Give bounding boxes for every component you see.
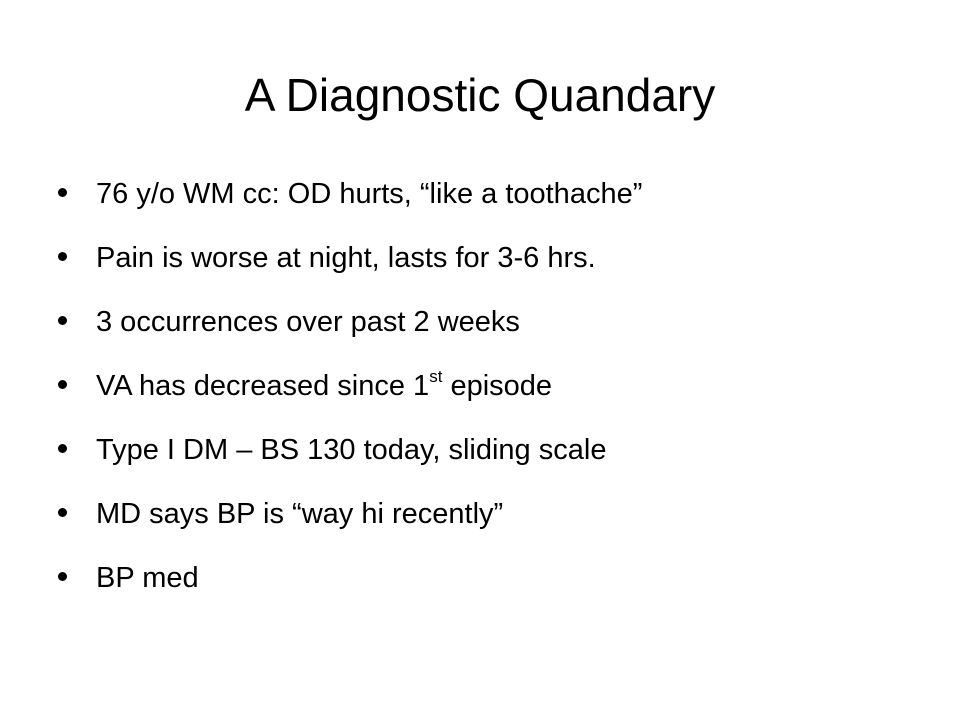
bullet-text: MD says BP is “way hi recently”	[96, 498, 504, 530]
bullet-item	[58, 488, 918, 552]
bullet-text: Pain is worse at night, lasts for 3-6 hrs.	[96, 242, 596, 274]
bullet-text-end: episode	[442, 370, 553, 402]
bullet-dot-icon	[58, 316, 67, 325]
bullet-text: 3 occurrences over past 2 weeks	[96, 306, 520, 338]
bullet-dot-icon	[58, 508, 67, 517]
bullet-dot-icon	[58, 572, 67, 581]
bullet-item	[58, 296, 918, 360]
bullet-dot-icon	[58, 188, 67, 197]
bullet-item	[58, 360, 918, 424]
bullet-item	[58, 168, 918, 232]
bullet-text: Type I DM – BS 130 today, sliding scale	[96, 434, 607, 466]
bullet-dot-icon	[58, 252, 67, 261]
bullet-dot-icon	[58, 380, 67, 389]
bullet-text: 76 y/o WM cc: OD hurts, “like a toothache”	[96, 178, 643, 210]
bullet-list	[58, 168, 918, 616]
bullet-item	[58, 424, 918, 488]
bullet-item	[58, 552, 918, 616]
bullet-dot-icon	[58, 444, 67, 453]
ordinal-superscript: st	[429, 367, 443, 387]
bullet-text-start: VA has decreased since 1	[96, 370, 430, 402]
bullet-text: BP med	[96, 562, 199, 594]
slide-title: A Diagnostic Quandary	[244, 69, 716, 121]
bullet-item	[58, 232, 918, 296]
